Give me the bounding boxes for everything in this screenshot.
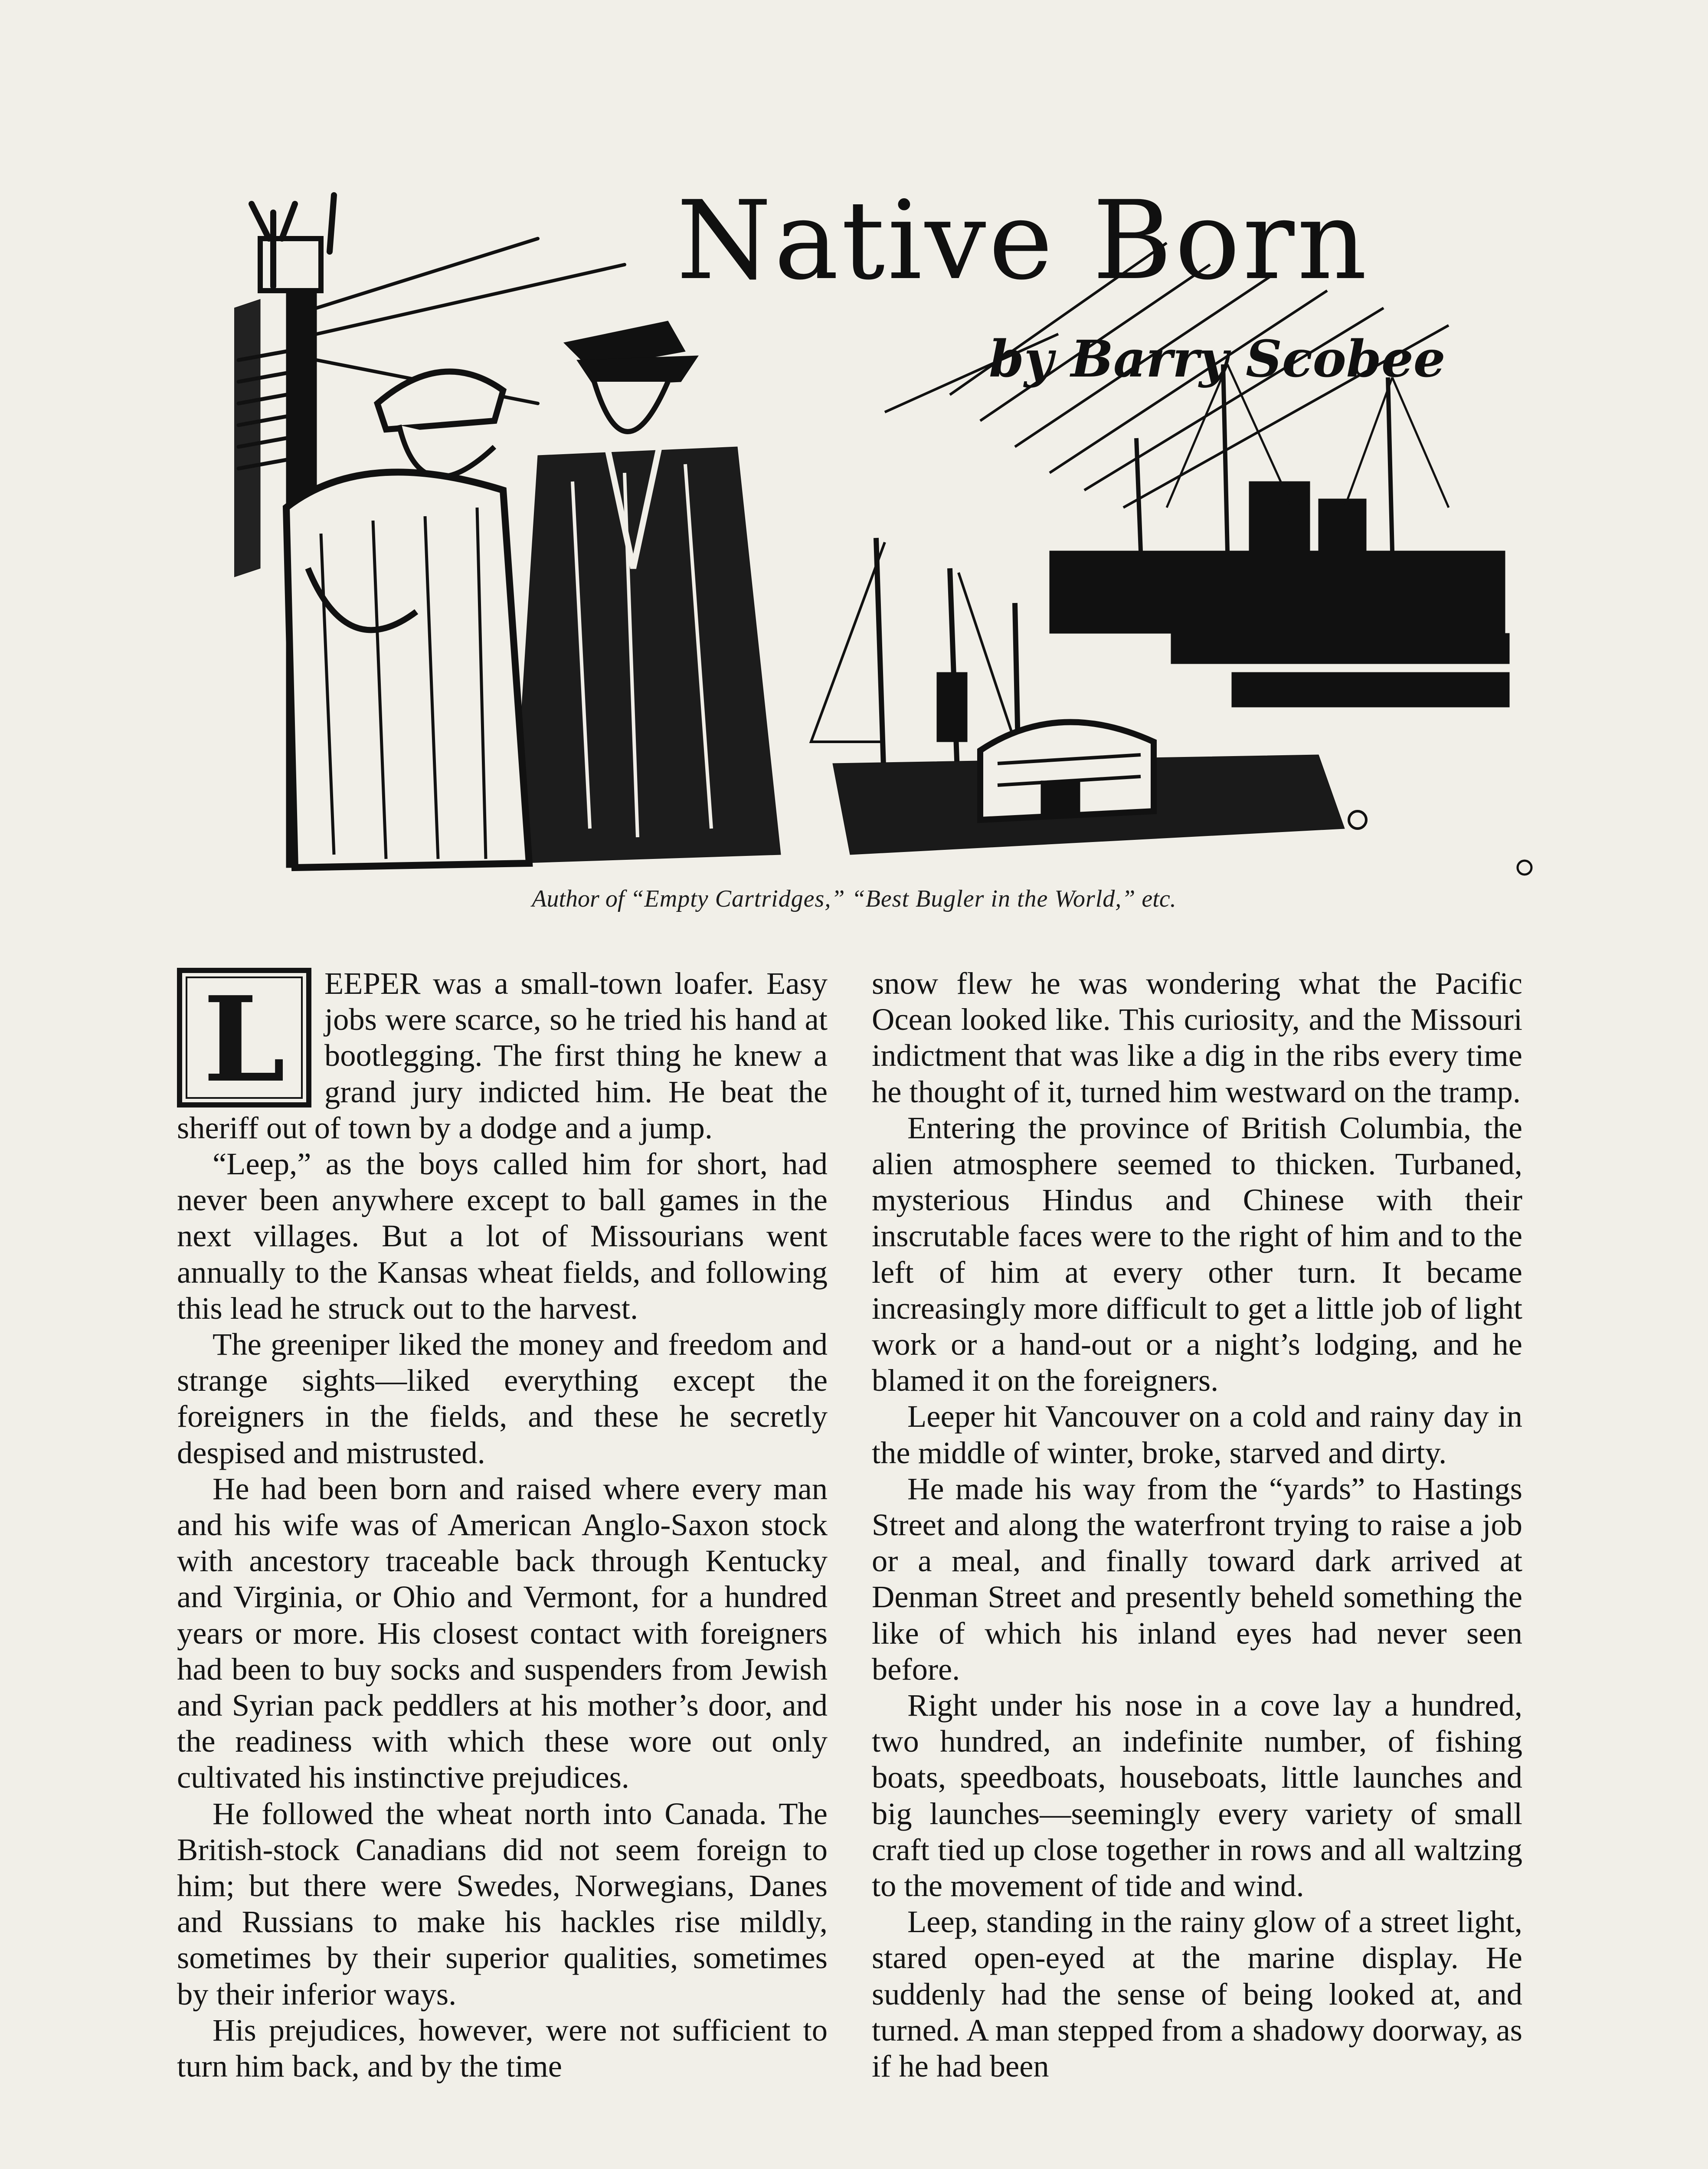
paragraph: Entering the province of British Columbia, the alien atmosphere seemed to thicken. Turbaned, mysterious Hindus and Chinese with their inscrutable faces were to the right of him and to the left of him at every other turn. It became increasingly more difficult to get a little job of light work or a hand-out or a night’s lodging, and he blamed it on the foreigners. <box>872 1110 1522 1398</box>
text-column-right <box>872 965 1522 2084</box>
paragraph: “Leep,” as the boys called him for short, had never been anywhere except to ball games in the next villages. But a lot of Missourians went annually to the Kansas wheat fields, and following this lead he struck out to the harvest. <box>177 1146 828 1326</box>
paragraph: EEPER was a small-town loafer. Easy jobs were scarce, so he tried his hand at bootlegging. The first thing he knew a grand jury indicted him. He beat the sheriff out of town by a dodge and a jump. <box>177 966 828 1145</box>
paragraph: He made his way from the “yards” to Hastings Street and along the waterfront trying to raise a job or a meal, and finally toward dark arrived at Denman Street and presently beheld something the like of which his inland eyes had never seen before. <box>872 1471 1522 1687</box>
story-title: Native Born <box>677 177 1370 304</box>
author-note-suffix: etc. <box>1142 885 1176 912</box>
paragraph: The greeniper liked the money and freedom and strange sights—liked everything except the foreigners in the fields, and these he secretly despised and mistrusted. <box>177 1327 828 1470</box>
author-note-titles: “Empty Cartridges,” “Best Bugler in the World,” <box>630 885 1136 912</box>
paragraph: He had been born and raised where every man and his wife was of American Anglo-Saxon stock with ancestory traceable back through Kentucky and Virginia, or Ohio and Vermont, for a hundred years or more. His closest contact with foreigners had been to buy socks and suspenders from Jewish and Syrian pack peddlers at his mother’s door, and the readiness with which these wore out only cultivated his instinctive prejudices. <box>177 1471 828 1795</box>
author-note-prefix: Author of <box>532 885 625 912</box>
paragraph: Leeper hit Vancouver on a cold and rainy day in the middle of winter, broke, starved and dirty. <box>872 1399 1522 1470</box>
author-note <box>0 885 1708 913</box>
drop-cap <box>177 968 311 1107</box>
paragraph: Leep, standing in the rainy glow of a street light, stared open-eyed at the marine display. He suddenly had the sense of being looked at, and turned. A man stepped from a shadowy doorway, as if he had been <box>872 1904 1522 2084</box>
drop-cap-letter: L <box>203 970 285 1108</box>
story-byline: by Barry Scobee <box>989 330 1446 389</box>
text-column-left <box>177 965 828 2084</box>
paragraph: His prejudices, however, were not sufficient to turn him back, and by the time <box>177 2012 828 2084</box>
paragraph: Right under his nose in a cove lay a hundred, two hundred, an indefinite number, of fishing boats, speedboats, houseboats, little launches and big launches—seemingly every variety of small craft tied up close together in rows and all waltzing to the movement of tide and wind. <box>872 1687 1522 1904</box>
paragraph: snow flew he was wondering what the Pacific Ocean looked like. This curiosity, and the Missouri indictment that was like a dig in the ribs every time he thought of it, turned him westward on the tramp. <box>872 966 1522 1109</box>
paragraph: He followed the wheat north into Canada. The British-stock Canadians did not seem foreign to him; but there were Swedes, Norwegians, Danes and Russians to make his hackles rise mildly, sometimes by their superior qualities, sometimes by their inferior ways. <box>177 1795 828 2012</box>
